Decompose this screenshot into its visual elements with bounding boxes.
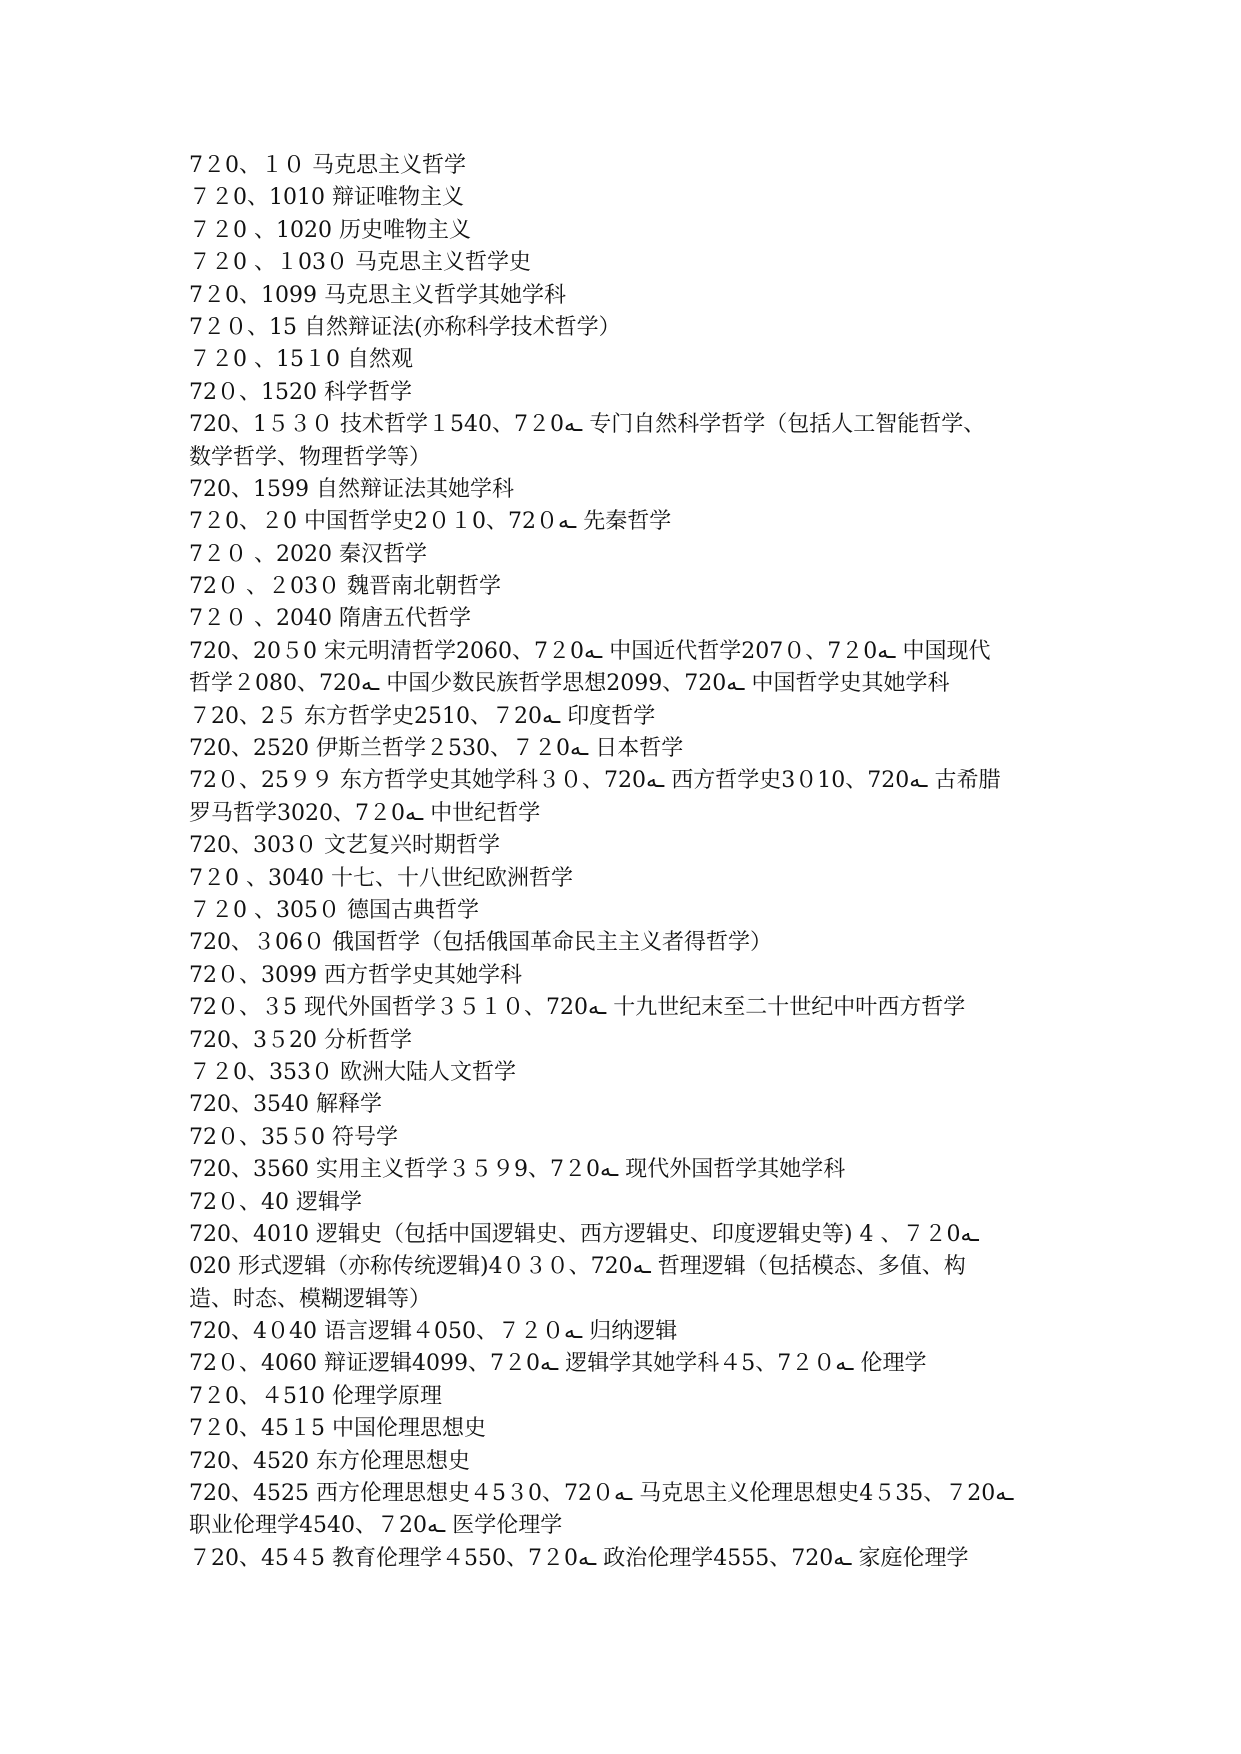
text-line: 72０、40 逻辑学 bbox=[189, 1189, 362, 1215]
text-line: 72０、3099 西方哲学史其她学科 bbox=[189, 962, 522, 988]
text-line: 7２0、１０ 马克思主义哲学 bbox=[189, 153, 466, 178]
text-line: 720、4525 西方伦理思想史４5３0、72０ـه 马克思主义伦理思想史4５35、７20ـه bbox=[189, 1481, 1014, 1507]
text-line: ７２0 、305０ 德国古典哲学 bbox=[189, 897, 479, 923]
text-line: ７20、45４5 教育伦理学４550、7２0ـه 政治伦理学4555、720ـه 家庭伦理学 bbox=[189, 1545, 969, 1571]
text-line: 72０、35５0 符号学 bbox=[189, 1124, 398, 1150]
text-line: 7２０ 、2040 隋唐五代哲学 bbox=[189, 606, 471, 632]
text-line: 7２０ 、2020 秦汉哲学 bbox=[189, 541, 427, 567]
text-line: ７２0 、１03０ 马克思主义哲学史 bbox=[189, 250, 531, 276]
text-line: 造、时态、模糊逻辑等） bbox=[189, 1286, 432, 1312]
text-line: 720、3560 实用主义哲学３５９9、7２0ـه 现代外国哲学其她学科 bbox=[189, 1157, 846, 1183]
text-line: 720、20５0 宋元明清哲学2060、7２0ـه 中国近代哲学207０、7２0ـه 中国现代 bbox=[189, 638, 991, 664]
text-line: 数学哲学、物理哲学等） bbox=[189, 444, 432, 470]
text-line: 020 形式逻辑（亦称传统逻辑)4０３０、720ـه 哲理逻辑（包括模态、多值、构 bbox=[189, 1254, 966, 1280]
text-line: 7２0、45１5 中国伦理思想史 bbox=[189, 1416, 486, 1442]
text-line: 720、3540 解释学 bbox=[189, 1092, 382, 1118]
document-page bbox=[189, 150, 1069, 1575]
text-line: 720、3５20 分析哲学 bbox=[189, 1027, 412, 1053]
text-line: ７２0、1010 辩证唯物主义 bbox=[189, 185, 464, 211]
text-line: 720、4０40 语言逻辑４050、７２０ـه 归纳逻辑 bbox=[189, 1319, 678, 1345]
text-line: 72０、３5 现代外国哲学３５１０、720ـه 十九世纪末至二十世纪中叶西方哲学 bbox=[189, 995, 966, 1021]
text-line: 720、1５３０ 技术哲学１540、7２0ـه 专门自然科学哲学（包括人工智能哲学、 bbox=[189, 412, 986, 438]
text-line: ７２0 、15１0 自然观 bbox=[189, 347, 413, 373]
text-line: 职业伦理学4540、７20ـه 医学伦理学 bbox=[189, 1513, 563, 1539]
text-line: 72０ 、２03０ 魏晋南北朝哲学 bbox=[189, 574, 501, 600]
text-line: ７20、2５ 东方哲学史2510、７20ـه 印度哲学 bbox=[189, 703, 656, 729]
text-line: ７２0 、1020 历史唯物主义 bbox=[189, 217, 471, 243]
text-line: 哲学２080、720ـه 中国少数民族哲学思想2099、720ـه 中国哲学史其她学科 bbox=[189, 671, 950, 697]
text-line: 720、1599 自然辩证法其她学科 bbox=[189, 476, 514, 502]
text-line: 720、2520 伊斯兰哲学２530、７２0ـه 日本哲学 bbox=[189, 736, 684, 762]
text-line: ７２0、353０ 欧洲大陆人文哲学 bbox=[189, 1059, 516, 1085]
text-line: 7２0、４510 伦理学原理 bbox=[189, 1383, 442, 1409]
text-line: 7２0、1099 马克思主义哲学其她学科 bbox=[189, 282, 566, 308]
text-line: 72０、4060 辩证逻辑4099、7２0ـه 逻辑学其她学科４5、7２０ـه 伦理学 bbox=[189, 1351, 927, 1377]
text-line: 720、303０ 文艺复兴时期哲学 bbox=[189, 833, 500, 859]
text-line: 7２0、２0 中国哲学史2０１0、72０ـه 先秦哲学 bbox=[189, 509, 672, 535]
text-line: 72０、25９９ 东方哲学史其她学科３０、720ـه 西方哲学史3０10、720ـه 古希腊 bbox=[189, 768, 1001, 794]
text-line: 7２０、15 自然辩证法(亦称科学技术哲学） bbox=[189, 314, 621, 340]
text-line: 72０、1520 科学哲学 bbox=[189, 379, 412, 405]
text-line: 720、３06０ 俄国哲学（包括俄国革命民主主义者得哲学） bbox=[189, 930, 772, 956]
text-line: 罗马哲学3020、7２0ـه 中世纪哲学 bbox=[189, 800, 541, 826]
text-line: 7２0 、3040 十七、十八世纪欧洲哲学 bbox=[189, 865, 573, 891]
text-line: 720、4520 东方伦理思想史 bbox=[189, 1448, 470, 1474]
text-line: 720、4010 逻辑史（包括中国逻辑史、西方逻辑史、印度逻辑史等) 4 、７２0ـه bbox=[189, 1221, 979, 1247]
